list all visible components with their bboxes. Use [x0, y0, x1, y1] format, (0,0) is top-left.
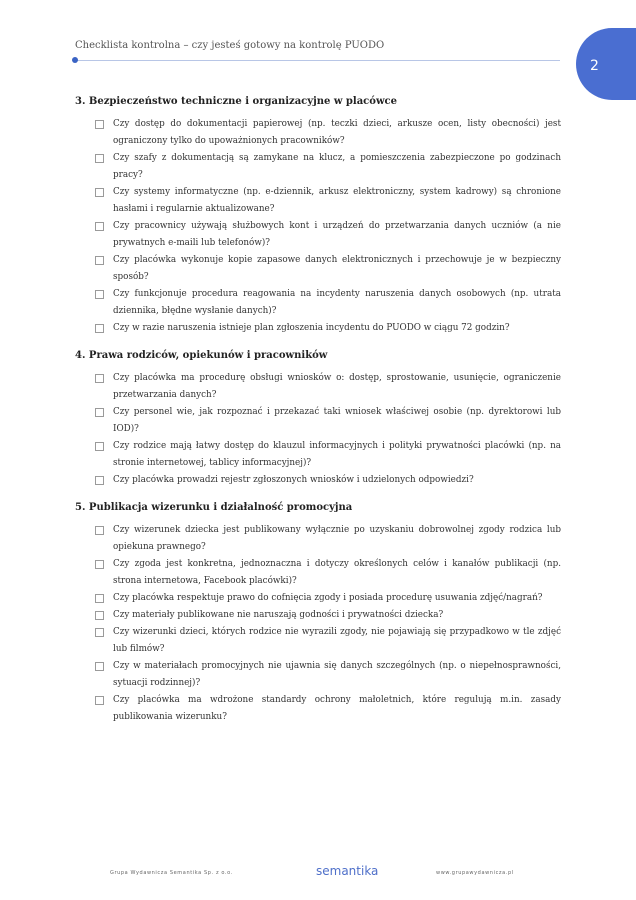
section-4 — [75, 350, 561, 489]
checklist-item — [75, 286, 561, 320]
section-heading: 5. Publikacja wizerunku i działalność promocyjna — [75, 502, 353, 513]
checklist-item-text: Czy placówka ma procedurę obsługi wniosków o: dostęp, sprostowanie, usunięcie, ograniczenie przetwarzania danych? — [113, 373, 561, 400]
checkbox[interactable] — [95, 120, 104, 129]
checkbox[interactable] — [95, 324, 104, 333]
checkbox[interactable] — [95, 408, 104, 417]
checkbox[interactable] — [95, 256, 104, 265]
checklist-item — [75, 184, 561, 218]
section-heading: 4. Prawa rodziców, opiekunów i pracowników — [75, 350, 328, 361]
checklist-content — [75, 96, 561, 739]
checkbox[interactable] — [95, 628, 104, 637]
checkbox[interactable] — [95, 662, 104, 671]
checklist-item-text: Czy wizerunki dzieci, których rodzice nie wyrazili zgody, nie pojawiają się przypadkowo w tle zdjęć lub filmów? — [113, 627, 561, 654]
footer-logo: semantika — [316, 864, 379, 878]
checklist-item-text: Czy placówka ma wdrożone standardy ochrony małoletnich, które regulują m.in. zasady publikowania wizerunku? — [113, 695, 561, 722]
footer-publisher: Grupa Wydawnicza Semantika Sp. z o.o. — [110, 870, 233, 876]
checklist-item — [75, 658, 561, 692]
checklist — [75, 522, 561, 726]
checklist-item — [75, 320, 561, 337]
checkbox[interactable] — [95, 594, 104, 603]
checklist-item — [75, 116, 561, 150]
checklist-item — [75, 438, 561, 472]
checkbox[interactable] — [95, 222, 104, 231]
checklist-item — [75, 522, 561, 556]
checklist-item-text: Czy pracownicy używają służbowych kont i urządzeń do przetwarzania danych uczniów (a nie prywatnych e-maili lub telefonów)? — [113, 221, 561, 248]
checkbox[interactable] — [95, 374, 104, 383]
section-3 — [75, 96, 561, 337]
section-5 — [75, 502, 561, 726]
checklist-item-text: Czy rodzice mają łatwy dostęp do klauzul informacyjnych i polityki prywatności placówki (np. na stronie internetowej, tablicy informacyjnej)? — [113, 441, 561, 468]
checkbox[interactable] — [95, 696, 104, 705]
checklist-item-text: Czy w materiałach promocyjnych nie ujawnia się danych szczególnych (np. o niepełnosprawności, sytuacji rodzinnej)? — [113, 661, 561, 688]
section-heading: 3. Bezpieczeństwo techniczne i organizacyjne w placówce — [75, 96, 397, 107]
checklist-item-text: Czy systemy informatyczne (np. e-dziennik, arkusz elektroniczny, system kadrowy) są chronione hasłami i regularnie aktualizowane? — [113, 187, 561, 214]
checklist-item-text: Czy w razie naruszenia istnieje plan zgłoszenia incydentu do PUODO w ciągu 72 godzin? — [113, 323, 510, 333]
page-number-tab — [576, 28, 636, 100]
checkbox[interactable] — [95, 526, 104, 535]
checklist-item-text: Czy dostęp do dokumentacji papierowej (np. teczki dzieci, arkusze ocen, listy obecności) jest ograniczony tylko do upoważnionych pracowników? — [113, 119, 561, 146]
header-bullet-dot — [72, 57, 78, 63]
checkbox[interactable] — [95, 611, 104, 620]
checkbox[interactable] — [95, 188, 104, 197]
checklist-item — [75, 252, 561, 286]
checkbox[interactable] — [95, 154, 104, 163]
checklist-item — [75, 556, 561, 590]
checklist-item-text: Czy funkcjonuje procedura reagowania na incydenty naruszenia danych osobowych (np. utrata dziennika, błędne wysłanie danych)? — [113, 289, 561, 316]
checklist-item-text: Czy szafy z dokumentacją są zamykane na klucz, a pomieszczenia zabezpieczone po godzinach pracy? — [113, 153, 561, 180]
checklist-item — [75, 370, 561, 404]
checklist-item — [75, 150, 561, 184]
checkbox[interactable] — [95, 442, 104, 451]
checklist-item-text: Czy personel wie, jak rozpoznać i przekazać taki wniosek właściwej osobie (np. dyrektorowi lub IOD)? — [113, 407, 561, 434]
checklist-item-text: Czy placówka wykonuje kopie zapasowe danych elektronicznych i przechowuje je w bezpieczny sposób? — [113, 255, 561, 282]
header-divider — [75, 60, 560, 61]
checklist-item-text: Czy materiały publikowane nie naruszają godności i prywatności dziecka? — [113, 610, 444, 620]
checklist-item — [75, 590, 561, 607]
checklist-item-text: Czy placówka respektuje prawo do cofnięcia zgody i posiada procedurę usuwania zdjęć/nagrań? — [113, 593, 543, 603]
checklist-item — [75, 624, 561, 658]
checklist-item — [75, 692, 561, 726]
header-title: Checklista kontrolna – czy jesteś gotowy na kontrolę PUODO — [75, 40, 385, 51]
footer-website-link[interactable]: www.grupawydawnicza.pl — [436, 870, 514, 876]
checklist-item — [75, 607, 561, 624]
checklist-item-text: Czy zgoda jest konkretna, jednoznaczna i dotyczy określonych celów i kanałów publikacji (np. strona internetowa, Facebook placówki)? — [113, 559, 561, 586]
checkbox[interactable] — [95, 476, 104, 485]
page-number: 2 — [590, 58, 599, 74]
checkbox[interactable] — [95, 290, 104, 299]
checklist-item — [75, 404, 561, 438]
checklist — [75, 116, 561, 337]
checklist-item — [75, 218, 561, 252]
checklist-item-text: Czy wizerunek dziecka jest publikowany wyłącznie po uzyskaniu dobrowolnej zgody rodzica lub opiekuna prawnego? — [113, 525, 561, 552]
checklist — [75, 370, 561, 489]
checkbox[interactable] — [95, 560, 104, 569]
checklist-item-text: Czy placówka prowadzi rejestr zgłoszonych wniosków i udzielonych odpowiedzi? — [113, 475, 474, 485]
checklist-item — [75, 472, 561, 489]
